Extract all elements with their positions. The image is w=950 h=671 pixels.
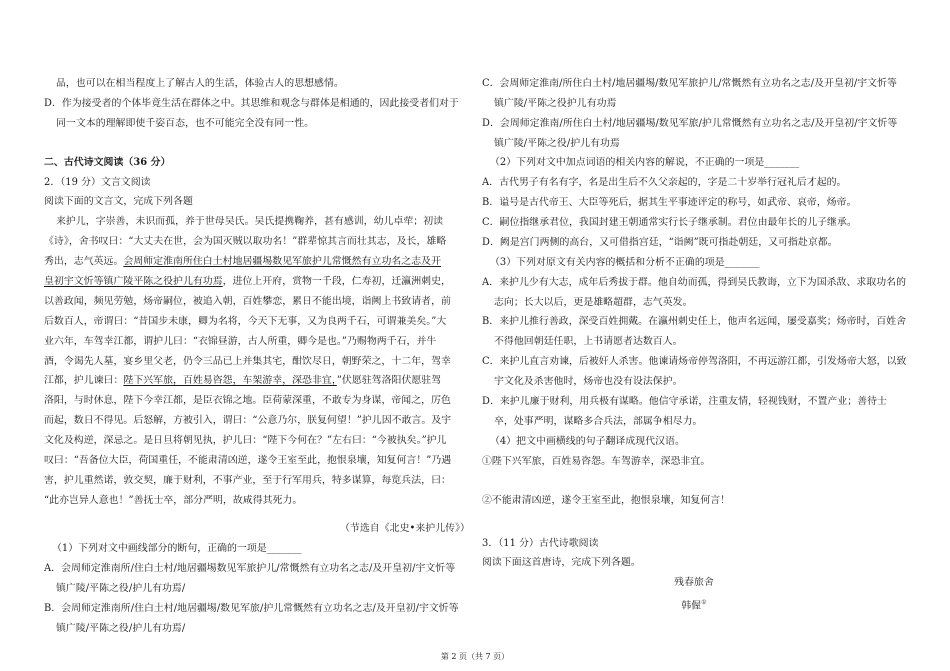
- option-line: [482, 97, 616, 111]
- option-line: [482, 77, 897, 91]
- passage-line: [44, 414, 451, 428]
- option-line: [482, 176, 846, 190]
- option-line: [482, 355, 906, 369]
- text-segment: 镇广陵/平陈之役/护儿有功焉: [494, 138, 620, 149]
- text-segment: 镇广陵/平陈之役/护儿有功焉/: [56, 583, 186, 594]
- text-segment: C．嗣位指继承君位，我国封建王朝通常实行长子继承制。君位由最年长的儿子继承。: [482, 217, 857, 228]
- text-segment: 3．（11 分）古代诗歌阅读: [482, 538, 599, 549]
- poem-title: [482, 576, 906, 590]
- text-segment: 品，也可以在相当程度上了解古人的生活，体验古人的思想感情。: [56, 78, 344, 89]
- text-line: [44, 117, 314, 131]
- page-footer: 第 2 页（共 7 页）: [440, 652, 510, 661]
- passage-line: [44, 315, 446, 329]
- text-segment: 志向；长大以后，更是雄略超群，志气英发。: [494, 297, 693, 308]
- source-citation: [44, 522, 470, 536]
- text-segment: 宇文化及杀害他时，炀帝也没有设法保护。: [494, 376, 683, 387]
- text-segment: （3）下列对原文有关内容的概括和分析不正确的项是_______: [490, 257, 760, 268]
- passage-line: [44, 355, 451, 369]
- text-segment: 残春旅舍: [674, 577, 714, 588]
- text-segment: A．古代男子有名有字，名是出生后不久父亲起的，字是二十岁举行冠礼后才起的。: [482, 177, 847, 188]
- text-segment: 而起，数日不得见。后怒解，方被引入，谓曰：“公意乃尔，朕复何望！”护儿因不敢言。及宇: [44, 415, 452, 426]
- text-segment: A．会周师定淮南所/住白土村/地居疆埸数见军旅护儿/常慨然有立功名之志/及开皇初/宇文忻等: [44, 563, 456, 574]
- text-line: [44, 77, 344, 91]
- text-segment: D．作为接受者的个体毕竟生活在群体之中。其思维和观念与群体是相通的，因此接受者们对于: [44, 98, 459, 109]
- passage-line: [44, 275, 451, 289]
- text-segment: ②不能肃清凶逆，遂令王室至此，抱恨泉壤，知复何言！: [482, 495, 731, 506]
- text-segment: 阅读下面这首唐诗，完成下列各题。: [482, 557, 641, 568]
- text-segment: 不得他回朝廷任职，上书请愿者达数百人。: [494, 336, 683, 347]
- passage-line: [44, 335, 436, 349]
- sub-question: [44, 542, 302, 556]
- text-segment: 卒，处事严明，谋略多合兵法，部属争相尽力。: [494, 416, 703, 427]
- section-heading: [44, 156, 171, 170]
- text-segment: C．会周师定淮南/所住白土村/地居疆埸/数见军旅护儿/常慨然有立功名之志/及开皇初/宇文忻等: [482, 78, 897, 89]
- option-line: [482, 296, 693, 310]
- option-line: [482, 375, 683, 389]
- question-heading: [482, 537, 599, 551]
- text-segment: 江都，护儿谏曰：: [44, 375, 124, 386]
- option-line: [482, 196, 857, 210]
- sub-question: [482, 156, 799, 170]
- passage-line: [44, 494, 302, 508]
- translation-item: [482, 494, 730, 508]
- text-segment: 业六年，车驾幸江都，谓护儿曰：“衣锦昼游，古人所重，卿今是也。”乃赐物两千石，并牛: [44, 336, 437, 347]
- text-segment: 叹曰：“吾备位大臣，荷国重任，不能肃清凶逆，遂令王室至此，抱恨泉壤，知复何言！”乃遇: [44, 455, 452, 466]
- text-segment: C．来护儿直言劝谏，后被奸人杀害。他谏请炀帝停驾洛阳，不再远游江都，引发炀帝大怒，以致: [482, 356, 907, 367]
- passage-line: [44, 235, 446, 249]
- option-line: [482, 137, 620, 151]
- sub-question: [482, 256, 760, 270]
- text-segment: ”伏愿驻驾洛阳伏愿驻驾: [336, 375, 442, 386]
- question-heading: [44, 176, 151, 190]
- option-line: [44, 582, 185, 596]
- text-segment: ①陛下兴军旅，百姓易咨怨。车驾游幸，深恐非宜。: [482, 456, 711, 467]
- option-line: [482, 216, 857, 230]
- passage-line: [44, 454, 451, 468]
- underlined-text: 皇初宇文忻等镇广陵平陈之役护儿有功焉: [44, 276, 223, 287]
- footnote-marker: ①: [701, 599, 707, 606]
- text-segment: （2）下列对文中加点词语的相关内容的解说，不正确的一项是_______: [490, 157, 800, 168]
- sub-question: [482, 435, 685, 449]
- text-segment: 来护儿，字崇善，未识而孤，养于世母吴氏。吴氏提携鞠养，甚有感训，幼儿卓荦；初读: [56, 216, 444, 227]
- text-segment: 镇广陵/平陈之役护儿有功焉: [494, 98, 617, 109]
- passage-line: [44, 255, 441, 269]
- text-segment: 酒，令谒先人墓，宴乡里父老，仍令三品已上并集其宅，酣饮尽日，朝野荣之，十二年，驾幸: [44, 356, 451, 367]
- passage-line: [44, 434, 447, 448]
- underlined-text: 会周师定淮南所住白土村地居疆埸数见军旅护儿常慨然有立功名之志及开: [123, 256, 442, 267]
- text-segment: B．来护儿推行善政，深受百姓拥戴。在瀛州刺史任上，他声名远闻，屡受嘉奖；炀帝时，百姓舍: [482, 316, 907, 327]
- text-segment: 镇广陵/平陈之役/护儿有功焉/: [56, 623, 186, 634]
- option-line: [482, 117, 897, 131]
- option-line: [482, 315, 906, 329]
- text-segment: 二、古代诗文阅读（36 分）: [44, 157, 171, 168]
- text-segment: “此亦岂异人意也！”善抚士卒，部分严明，故咸得其死力。: [44, 495, 303, 506]
- text-segment: （1）下列对文中画线部分的断句，正确的一项是_______: [52, 543, 302, 554]
- text-segment: 韩偓: [681, 600, 702, 612]
- passage-line: [44, 394, 451, 408]
- text-segment: D．阙是宫门两侧的高台，又可借指宫廷，“诣阙”既可指赴朝廷，又可指赴京都。: [482, 237, 838, 248]
- text-line: [44, 97, 459, 111]
- option-line: [482, 276, 906, 290]
- text-segment: （节选自《北史•来护儿传》）: [340, 523, 470, 534]
- text-line: [44, 195, 193, 209]
- passage-line: [44, 215, 443, 229]
- poem-author: [482, 596, 906, 613]
- text-segment: （4）把文中画横线的句子翻译成现代汉语。: [490, 436, 685, 447]
- passage-line: [44, 374, 441, 388]
- text-segment: A．来护儿少有大志，成年后秀拔于群。他自幼而孤，得到吴氏教诲，立下为国杀敌、求取功名的: [482, 277, 907, 288]
- passage-line: [44, 474, 451, 488]
- text-segment: 洛阳，与时休息，陛下今幸江都，是臣衣锦之地。臣荷蒙深重，不敢专为身谋，帝闻之，厉色: [44, 395, 451, 406]
- option-line: [44, 562, 455, 576]
- text-segment: 2．（19 分）文言文阅读: [44, 177, 151, 188]
- option-line: [482, 236, 838, 250]
- text-segment: D．会周师定淮南/所住白土村/地居疆埸/数见军旅/护儿常慨然有立功名之志/及开皇初/宇文忻等: [482, 118, 898, 129]
- passage-line: [44, 295, 451, 309]
- underlined-text: 陛下兴军旅，百姓易咨怨，车架游幸，深恐非宜，: [123, 375, 337, 386]
- text-segment: 《诗》，舍书叹曰：“大丈夫在世，会为国灭贼以取功名！”群辈惊其言而壮其志，及长，雄略: [44, 236, 447, 247]
- option-line: [482, 335, 683, 349]
- translation-item: [482, 455, 710, 469]
- text-segment: ，进位上开府，赏物一千段，仁寿初，迁瀛洲刺史，: [222, 276, 451, 287]
- option-line: [44, 602, 459, 616]
- text-segment: 阅读下面的文言文，完成下列各题: [44, 196, 193, 207]
- option-line: [482, 395, 887, 409]
- text-segment: 同一文本的理解即使千姿百态，也不可能完全没有同一性。: [56, 118, 315, 129]
- text-segment: 后数百人，帝谓曰：“昔国步未康，卿为名将，今天下无事，又为良两千石，可谓兼美矣。”大: [44, 316, 447, 327]
- option-line: [482, 415, 702, 429]
- option-line: [44, 622, 185, 636]
- text-line: [482, 556, 641, 570]
- text-segment: D．来护儿廉于财利，用兵极有谋略。他信守承诺，注重友情，轻视钱财，不置产业；善待士: [482, 396, 887, 407]
- text-segment: 文化及构逆，深忌之。是日旦将朝见执，护儿曰：“陛下今何在？”左右曰：“今被执矣。”护儿: [44, 435, 447, 446]
- text-segment: B．谥号是古代帝王、大臣等死后，据其生平事迹评定的称号，如武帝、哀帝，炀帝。: [482, 197, 857, 208]
- text-segment: 害，护儿重然诺，敦交契，廉于财利，不事产业，至于行军用兵，特多谋算，每览兵法，曰：: [44, 475, 451, 486]
- text-segment: 以善政闻，频见劳勉，炀帝嗣位，被追入朝，百姓攀恋，累日不能出境，诣阙上书致请者，前: [44, 296, 451, 307]
- text-segment: 秀出，志气英远。: [44, 256, 124, 267]
- text-segment: B．会周师定淮南所/住白土村/地居疆埸/数见军旅/护儿常慨然有立功名之志/及开皇初/宇文忻等: [44, 603, 459, 614]
